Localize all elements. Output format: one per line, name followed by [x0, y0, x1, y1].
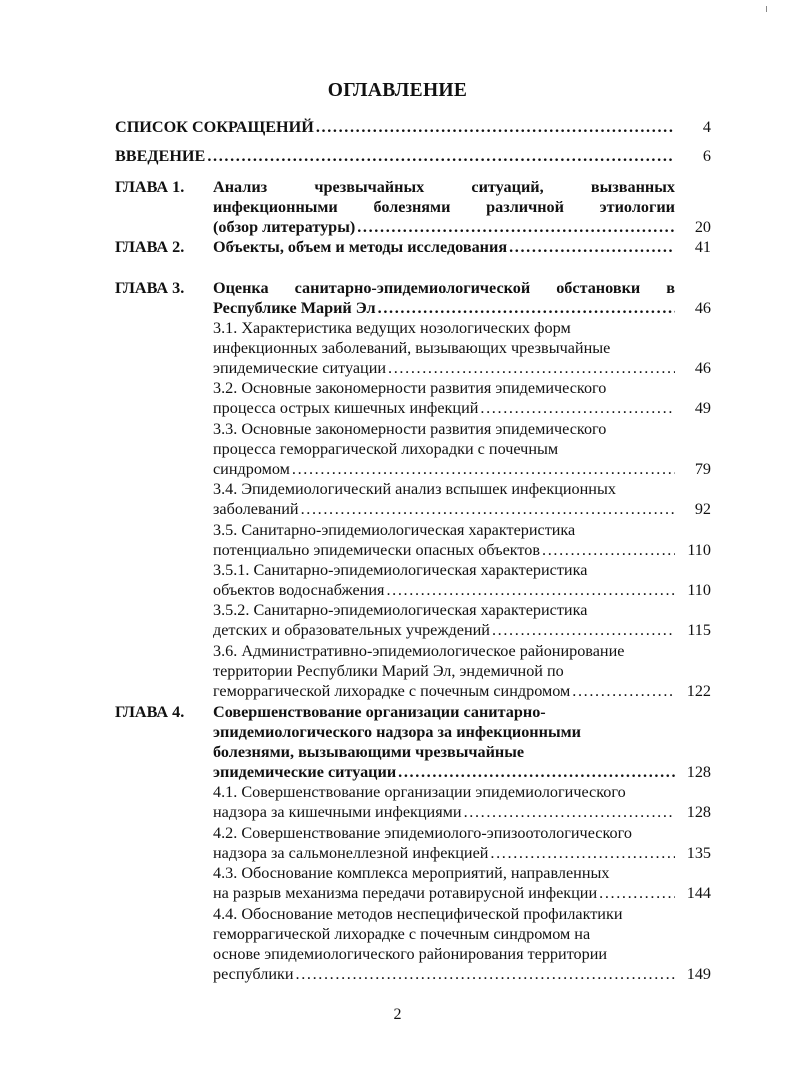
- toc-entry-text: надзора за сальмонеллезной инфекцией: [213, 844, 489, 862]
- section-3-4-line: 3.4. Эпидемиологический анализ вспышек инфекционных: [213, 480, 616, 498]
- chapter-1-title-line: инфекционными болезнями различной этиологии: [213, 198, 675, 216]
- chapter-2-title-line: [213, 237, 675, 257]
- chapter-3-title-line: [213, 298, 675, 318]
- chapter-4-title-line: [213, 762, 675, 782]
- toc-entry-text: республики: [213, 965, 294, 983]
- toc-page-number: 122: [686, 682, 711, 700]
- dot-leader: [296, 964, 675, 984]
- toc-entry-text: потенциально эпидемически опасных объектов: [213, 541, 541, 559]
- dot-leader: [357, 217, 675, 237]
- toc-entry-text: эпидемические ситуации: [213, 359, 387, 377]
- toc-entry-text: объектов водоснабжения: [213, 581, 385, 599]
- toc-entry-text: на разрыв механизма передачи ротавирусной инфекции: [213, 884, 598, 902]
- toc-page-number: 115: [687, 621, 711, 639]
- section-4-4-line: основе эпидемиологического районирования территории: [213, 945, 608, 963]
- section-3-5-line: 3.5. Санитарно-эпидемиологическая характеристика: [213, 521, 576, 539]
- section-4-4-line: [213, 964, 675, 984]
- dot-leader: [398, 762, 675, 782]
- dot-leader: [378, 298, 675, 318]
- dot-leader: [207, 146, 675, 166]
- section-4-2-line: [213, 843, 675, 863]
- dot-leader: [572, 681, 675, 701]
- chapter-1-label: ГЛАВА 1.: [115, 178, 185, 196]
- section-4-2-line: 4.2. Совершенствование эпидемиолого-эпизоотологического: [213, 824, 632, 842]
- chapter-4-title-line: болезнями, вызывающими чрезвычайные: [213, 743, 525, 761]
- dot-leader: [386, 580, 675, 600]
- section-3-2-line: 3.2. Основные закономерности развития эпидемического: [213, 379, 607, 397]
- toc-page-number: 92: [694, 500, 711, 518]
- toc-page-number: 110: [687, 541, 711, 559]
- section-3-2-line: [213, 398, 675, 418]
- section-3-5-2-line: 3.5.2. Санитарно-эпидемиологическая характеристика: [213, 601, 588, 619]
- section-4-3-line: 4.3. Обоснование комплекса мероприятий, направленных: [213, 864, 610, 882]
- section-4-4-line: геморрагической лихорадке с почечным синдромом на: [213, 925, 591, 943]
- toc-entry-text: ВВЕДЕНИЕ: [115, 147, 206, 165]
- section-3-5-2-line: [213, 620, 675, 640]
- dot-leader: [480, 398, 675, 418]
- section-3-6-line: территории Республики Марий Эл, эндемичной по: [213, 662, 564, 680]
- section-3-5-1-line: 3.5.1. Санитарно-эпидемиологическая характеристика: [213, 561, 588, 579]
- section-3-6-line: [213, 681, 675, 701]
- dot-leader: [490, 843, 675, 863]
- toc-entry-text: (обзор литературы): [213, 218, 356, 236]
- chapter-4-title-line: Совершенствование организации санитарно-: [213, 703, 546, 721]
- toc-entry-introduction: [115, 146, 675, 166]
- toc-page-number: 79: [694, 460, 711, 478]
- dot-leader: [509, 237, 675, 257]
- section-4-1-line: [213, 802, 675, 822]
- page-title: ОГЛАВЛЕНИЕ: [327, 80, 468, 101]
- dot-leader: [599, 883, 675, 903]
- section-4-4-line: 4.4. Обоснование методов неспецифической профилактики: [213, 905, 623, 923]
- section-3-1-line: [213, 358, 675, 378]
- toc-page-number: 135: [686, 844, 711, 862]
- toc-entry-text: надзора за кишечными инфекциями: [213, 803, 462, 821]
- section-3-3-line: процесса геморрагической лихорадки с почечным: [213, 440, 559, 458]
- toc-entry-text: детских и образовательных учреждений: [213, 621, 490, 639]
- dot-leader: [542, 540, 675, 560]
- toc-page-number: 128: [686, 803, 711, 821]
- toc-entry-abbreviations: [115, 117, 675, 137]
- toc-page-number: 128: [686, 763, 711, 781]
- toc-page-number: 4: [702, 118, 711, 136]
- toc-entry-text: Республике Марий Эл: [213, 299, 376, 317]
- toc-page-number: 49: [694, 399, 711, 417]
- toc-page-number: 46: [694, 359, 711, 377]
- toc-page-number: 6: [702, 147, 711, 165]
- toc-entry-text: Объекты, объем и методы исследования: [213, 238, 508, 256]
- chapter-3-title-line: Оценка санитарно-эпидемиологической обстановки в: [213, 279, 675, 297]
- chapter-2-label: ГЛАВА 2.: [115, 238, 185, 256]
- section-3-5-1-line: [213, 580, 675, 600]
- dot-leader: [301, 499, 675, 519]
- dot-leader: [292, 459, 675, 479]
- page-number: 2: [393, 1006, 402, 1023]
- toc-page-number: 41: [694, 238, 711, 256]
- toc-page-number: 149: [686, 965, 711, 983]
- chapter-4-title-line: эпидемиологического надзора за инфекционными: [213, 723, 581, 741]
- chapter-1-title-line: [213, 217, 675, 237]
- toc-entry-text: синдромом: [213, 460, 290, 478]
- toc-entry-text: эпидемические ситуации: [213, 763, 397, 781]
- chapter-3-label: ГЛАВА 3.: [115, 279, 185, 297]
- toc-entry-text: заболеваний: [213, 500, 299, 518]
- section-3-1-line: инфекционных заболеваний, вызывающих чрезвычайные: [213, 339, 611, 357]
- toc-entry-text: геморрагической лихорадке с почечным синдромом: [213, 682, 571, 700]
- section-4-1-line: 4.1. Совершенствование организации эпидемиологического: [213, 783, 626, 801]
- toc-entry-text: процесса острых кишечных инфекций: [213, 399, 479, 417]
- toc-entry-text: СПИСОК СОКРАЩЕНИЙ: [115, 118, 314, 136]
- dot-leader: [316, 117, 675, 137]
- scan-mark: [766, 6, 767, 12]
- dot-leader: [464, 802, 675, 822]
- section-3-3-line: 3.3. Основные закономерности развития эпидемического: [213, 420, 607, 438]
- toc-page-number: 110: [687, 581, 711, 599]
- toc-page-number: 20: [694, 218, 711, 236]
- toc-page-number: 46: [694, 299, 711, 317]
- dot-leader: [492, 620, 675, 640]
- section-3-3-line: [213, 459, 675, 479]
- dot-leader: [388, 358, 675, 378]
- section-4-3-line: [213, 883, 675, 903]
- chapter-4-label: ГЛАВА 4.: [115, 703, 185, 721]
- section-3-5-line: [213, 540, 675, 560]
- toc-page-number: 144: [686, 884, 711, 902]
- section-3-6-line: 3.6. Административно-эпидемиологическое районирование: [213, 642, 625, 660]
- section-3-1-line: 3.1. Характеристика ведущих нозологических форм: [213, 319, 571, 337]
- chapter-1-title-line: Анализ чрезвычайных ситуаций, вызванных: [213, 178, 675, 196]
- section-3-4-line: [213, 499, 675, 519]
